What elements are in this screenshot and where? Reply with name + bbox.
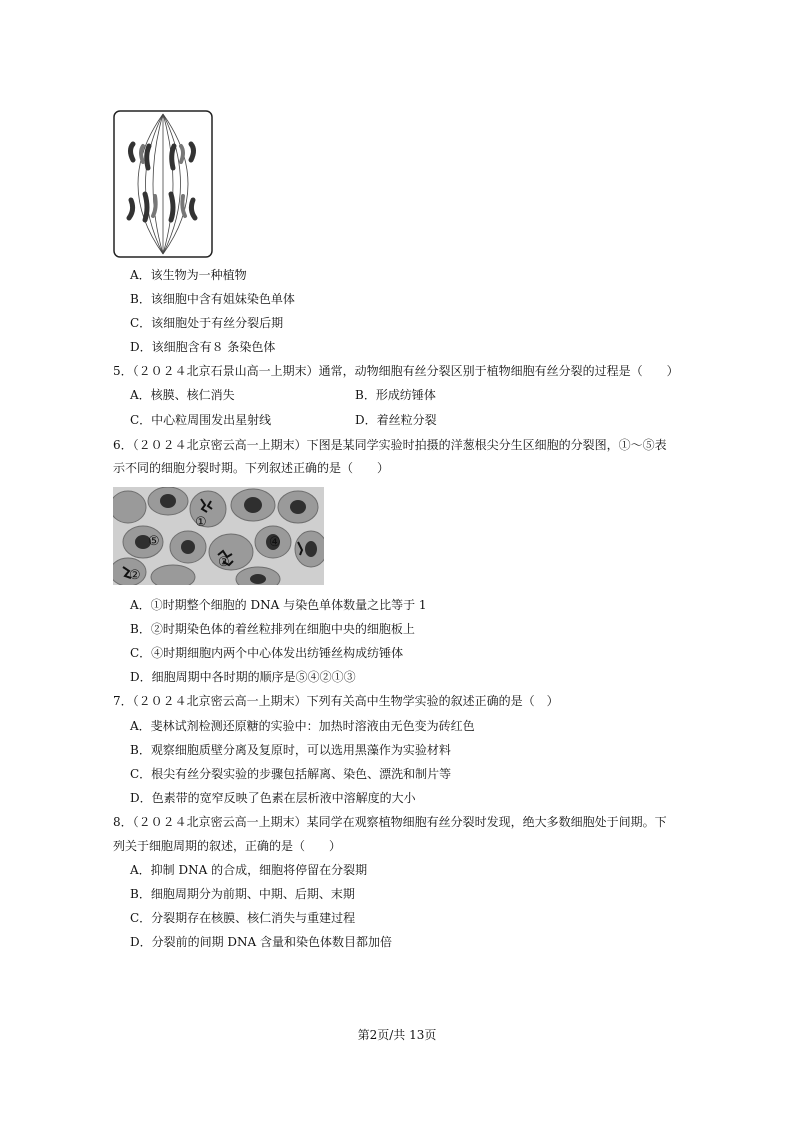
label-3: ③ [218, 555, 230, 570]
cell-division-diagram [113, 110, 213, 258]
q7-option-d: D．色素带的宽窄反映了色素在层析液中溶解度的大小 [130, 791, 416, 805]
q8-option-d: D．分裂前的间期 DNA 含量和染色体数目都加倍 [130, 935, 393, 949]
q6-option-a: A．①时期整个细胞的 DNA 与染色单体数量之比等于 1 [130, 598, 427, 612]
q5-option-d: D．着丝粒分裂 [355, 413, 437, 427]
q4-option-c: C．该细胞处于有丝分裂后期 [130, 316, 284, 330]
q8-option-b: B．细胞周期分为前期、中期、后期、末期 [130, 887, 355, 901]
page-footer: 第2页/共 13页 [357, 1028, 437, 1042]
q4-option-b: B．该细胞中含有姐妹染色单体 [130, 292, 295, 306]
q7-stem: 7．（２０２４北京密云高一上期末）下列有关高中生物学实验的叙述正确的是（ ） [113, 694, 559, 708]
q5-option-b: B．形成纺锤体 [355, 388, 436, 402]
q6-stem-line1: 6．（２０２４北京密云高一上期末）下图是某同学实验时拍摄的洋葱根尖分生区细胞的分裂图，①～⑤表 [113, 438, 667, 452]
q4-option-a: A．该生物为一种植物 [130, 268, 247, 282]
q6-stem-line2: 示不同的细胞分裂时期。下列叙述正确的是（ ） [113, 461, 390, 475]
label-5: ⑤ [148, 534, 160, 549]
q5-stem: 5．（２０２４北京石景山高一上期末）通常，动物细胞有丝分裂区别于植物细胞有丝分裂的过程是（ ） [113, 364, 679, 378]
q8-stem-line1: 8．（２０２４北京密云高一上期末）某同学在观察植物细胞有丝分裂时发现，绝大多数细胞处于间期。下 [113, 815, 667, 829]
q7-option-b: B．观察细胞质壁分离及复原时，可以选用黑藻作为实验材料 [130, 743, 451, 757]
q8-option-c: C．分裂期存在核膜、核仁消失与重建过程 [130, 911, 356, 925]
q8-option-a: A．抑制 DNA 的合成，细胞将停留在分裂期 [130, 863, 368, 877]
q4-option-d: D．该细胞含有８ 条染色体 [130, 340, 276, 354]
q6-option-b: B．②时期染色体的着丝粒排列在细胞中央的细胞板上 [130, 622, 415, 636]
q7-option-c: C．根尖有丝分裂实验的步骤包括解离、染色、漂洗和制片等 [130, 767, 452, 781]
q8-stem-line2: 列关于细胞周期的叙述，正确的是（ ） [113, 839, 342, 853]
label-1: ① [195, 515, 207, 530]
root-tip-micrograph [113, 487, 324, 585]
label-4: ④ [269, 535, 281, 550]
q7-option-a: A．斐林试剂检测还原糖的实验中：加热时溶液由无色变为砖红色 [130, 719, 475, 733]
q6-option-d: D．细胞周期中各时期的顺序是⑤④②①③ [130, 670, 356, 684]
q5-option-c: C．中心粒周围发出星射线 [130, 413, 272, 427]
q6-option-c: C．④时期细胞内两个中心体发出纺锤丝构成纺锤体 [130, 646, 404, 660]
q5-option-a: A．核膜、核仁消失 [130, 388, 235, 402]
label-2: ② [129, 568, 141, 583]
